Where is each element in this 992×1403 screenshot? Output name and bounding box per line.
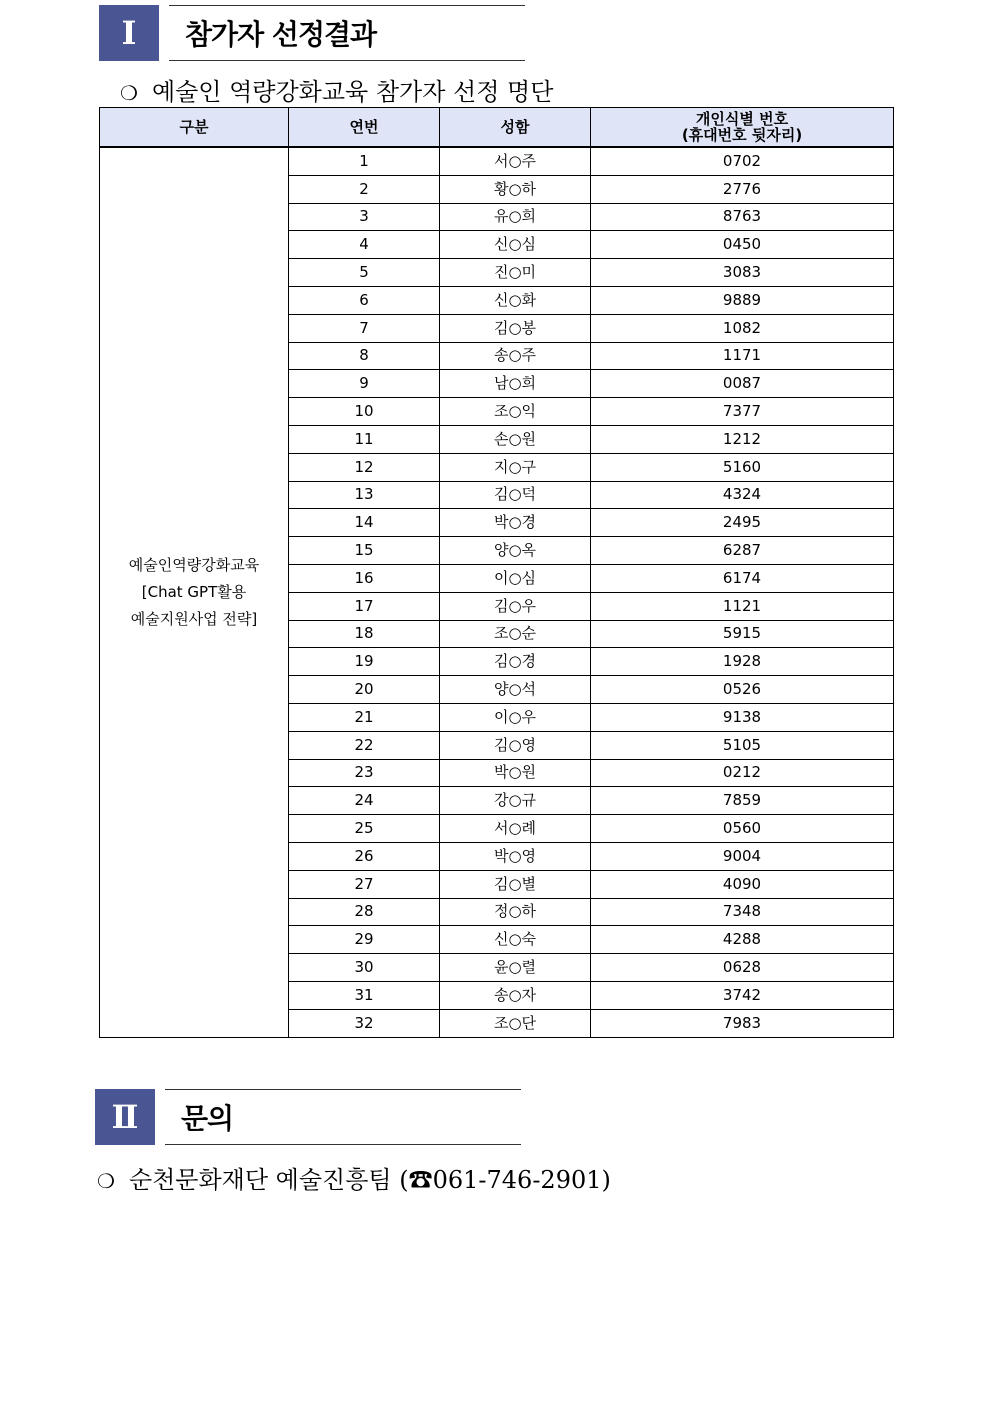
row-number: 22 — [289, 731, 440, 759]
phone-digits: 4324 — [591, 481, 894, 509]
phone-digits: 9889 — [591, 286, 894, 314]
row-number: 30 — [289, 954, 440, 982]
list-heading — [120, 72, 553, 107]
header-id — [591, 108, 894, 148]
row-number: 11 — [289, 425, 440, 453]
row-number: 12 — [289, 453, 440, 481]
phone-digits: 7377 — [591, 398, 894, 426]
phone-digits: 9004 — [591, 842, 894, 870]
row-number: 18 — [289, 620, 440, 648]
participant-name: 유○희 — [440, 203, 591, 231]
row-number: 20 — [289, 676, 440, 704]
bullet-circle-icon: ❍ — [97, 1169, 115, 1193]
section-1-title: 참가자 선정결과 — [169, 5, 525, 61]
row-number: 16 — [289, 564, 440, 592]
participant-name: 김○영 — [440, 731, 591, 759]
row-number: 21 — [289, 703, 440, 731]
row-number: 28 — [289, 898, 440, 926]
bullet-circle-icon: ❍ — [120, 81, 138, 105]
phone-digits: 0450 — [591, 231, 894, 259]
participant-name: 박○경 — [440, 509, 591, 537]
phone-digits: 8763 — [591, 203, 894, 231]
participant-name: 정○하 — [440, 898, 591, 926]
category-line: [Chat GPT활용 — [141, 582, 247, 601]
table-row — [100, 147, 894, 175]
row-number: 19 — [289, 648, 440, 676]
phone-digits: 4090 — [591, 870, 894, 898]
participant-name: 김○덕 — [440, 481, 591, 509]
phone-digits: 5915 — [591, 620, 894, 648]
participant-name: 서○례 — [440, 815, 591, 843]
participant-name: 이○우 — [440, 703, 591, 731]
participant-name: 김○봉 — [440, 314, 591, 342]
participant-name: 진○미 — [440, 259, 591, 287]
header-id-line-2: (휴대번호 뒷자리) — [681, 126, 803, 144]
participant-name: 조○순 — [440, 620, 591, 648]
row-number: 1 — [289, 147, 440, 175]
phone-digits: 7348 — [591, 898, 894, 926]
phone-digits: 1212 — [591, 425, 894, 453]
phone-digits: 0212 — [591, 759, 894, 787]
section-2-number: Ⅱ — [95, 1089, 155, 1145]
participant-name: 황○하 — [440, 175, 591, 203]
row-number: 5 — [289, 259, 440, 287]
participant-name: 조○익 — [440, 398, 591, 426]
phone-digits: 0628 — [591, 954, 894, 982]
phone-digits: 2776 — [591, 175, 894, 203]
participant-name: 서○주 — [440, 147, 591, 175]
participant-name: 박○원 — [440, 759, 591, 787]
contact-phone: 061-746-2901 — [432, 1166, 602, 1194]
phone-digits: 3083 — [591, 259, 894, 287]
table-header-row — [100, 108, 894, 148]
participant-name: 손○원 — [440, 425, 591, 453]
section-1-number: Ⅰ — [99, 5, 159, 61]
participant-name: 양○옥 — [440, 537, 591, 565]
participant-name: 신○숙 — [440, 926, 591, 954]
phone-icon: ☎ — [408, 1166, 433, 1194]
participant-name: 윤○렬 — [440, 954, 591, 982]
phone-digits: 0087 — [591, 370, 894, 398]
phone-digits: 6287 — [591, 537, 894, 565]
row-number: 24 — [289, 787, 440, 815]
phone-digits: 0526 — [591, 676, 894, 704]
section-2-header — [95, 1089, 521, 1145]
contact-line: ❍ 순천문화재단 예술진흥팀 (☎061-746-2901) — [97, 1166, 611, 1194]
phone-digits: 1082 — [591, 314, 894, 342]
header-name: 성함 — [440, 108, 591, 148]
row-number: 6 — [289, 286, 440, 314]
participant-name: 김○별 — [440, 870, 591, 898]
phone-digits: 7859 — [591, 787, 894, 815]
participant-name: 송○주 — [440, 342, 591, 370]
header-number: 연번 — [289, 108, 440, 148]
row-number: 10 — [289, 398, 440, 426]
participant-name: 지○구 — [440, 453, 591, 481]
participant-name: 신○심 — [440, 231, 591, 259]
participant-name: 박○영 — [440, 842, 591, 870]
row-number: 9 — [289, 370, 440, 398]
row-number: 26 — [289, 842, 440, 870]
row-number: 8 — [289, 342, 440, 370]
row-number: 15 — [289, 537, 440, 565]
phone-digits: 0702 — [591, 147, 894, 175]
phone-digits: 7983 — [591, 1009, 894, 1037]
participant-name: 김○우 — [440, 592, 591, 620]
category-line: 예술지원사업 전략] — [130, 609, 258, 628]
participant-name: 강○규 — [440, 787, 591, 815]
row-number: 25 — [289, 815, 440, 843]
participant-name: 양○석 — [440, 676, 591, 704]
participant-name: 김○경 — [440, 648, 591, 676]
phone-digits: 9138 — [591, 703, 894, 731]
row-number: 27 — [289, 870, 440, 898]
participant-name: 이○심 — [440, 564, 591, 592]
phone-digits: 1171 — [591, 342, 894, 370]
list-heading-text: 예술인 역량강화교육 참가자 선정 명단 — [151, 78, 554, 106]
phone-digits: 5105 — [591, 731, 894, 759]
section-1-header — [99, 5, 525, 61]
section-2-title: 문의 — [165, 1089, 521, 1145]
contact-org: 순천문화재단 예술진흥팀 — [128, 1166, 392, 1194]
phone-digits: 3742 — [591, 981, 894, 1009]
phone-digits: 4288 — [591, 926, 894, 954]
row-number: 17 — [289, 592, 440, 620]
row-number: 29 — [289, 926, 440, 954]
participant-name: 남○희 — [440, 370, 591, 398]
row-number: 32 — [289, 1009, 440, 1037]
category-line: 예술인역량강화교육 — [128, 555, 260, 574]
row-number: 7 — [289, 314, 440, 342]
participant-name: 송○자 — [440, 981, 591, 1009]
phone-digits: 1121 — [591, 592, 894, 620]
phone-digits: 2495 — [591, 509, 894, 537]
participant-name: 신○화 — [440, 286, 591, 314]
row-number: 31 — [289, 981, 440, 1009]
category-cell — [100, 147, 289, 1037]
header-category: 구분 — [100, 108, 289, 148]
row-number: 4 — [289, 231, 440, 259]
row-number: 14 — [289, 509, 440, 537]
row-number: 3 — [289, 203, 440, 231]
participant-name: 조○단 — [440, 1009, 591, 1037]
phone-digits: 5160 — [591, 453, 894, 481]
phone-digits: 0560 — [591, 815, 894, 843]
participants-table — [99, 107, 894, 1038]
row-number: 23 — [289, 759, 440, 787]
row-number: 13 — [289, 481, 440, 509]
header-id-line-1: 개인식별 번호 — [695, 110, 789, 128]
phone-digits: 6174 — [591, 564, 894, 592]
phone-digits: 1928 — [591, 648, 894, 676]
row-number: 2 — [289, 175, 440, 203]
